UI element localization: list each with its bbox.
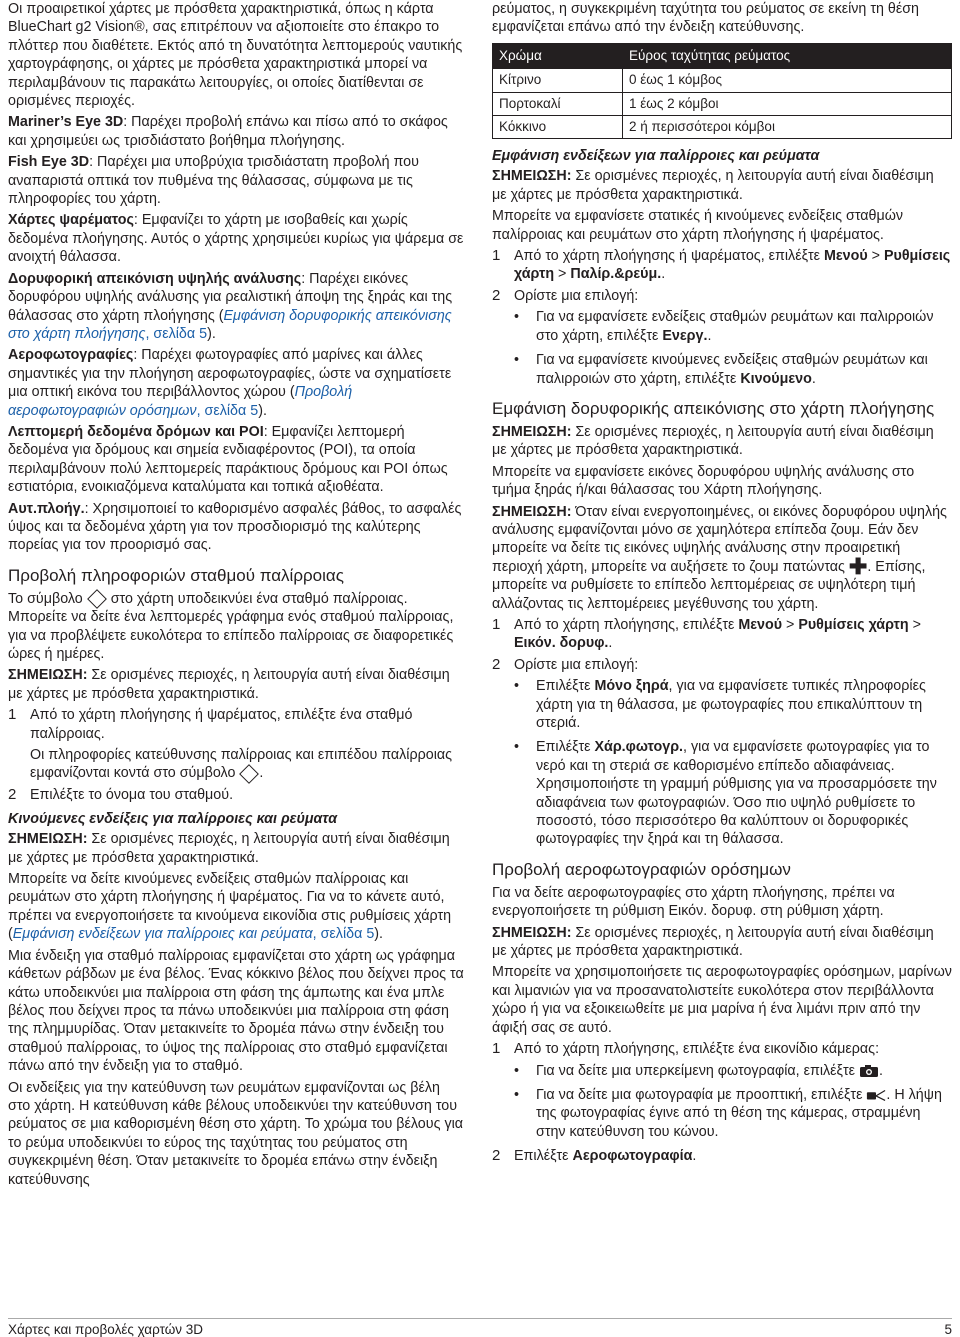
show-option-1: • Για να εμφανίσετε ενδείξεις σταθμών ρευμάτων και παλιρροιών στο χάρτη, επιλέξτε Ενεργ..: [492, 308, 952, 345]
table-header: Εύρος ταχύτητας ρεύματος: [623, 43, 952, 68]
aerial-section-heading: Προβολή αεροφωτογραφιών ορόσημων: [492, 859, 791, 879]
table-row: [493, 69, 952, 92]
table-cell: Κίτρινο: [493, 69, 623, 92]
fish-eye-text: : Παρέχει μια υποβρύχια τρισδιάστατη προβολή που αναπαριστά οπτικά τον πυθμένα της θάλασσας, σύμφωνα με τις πληροφορίες του χάρτη.: [8, 154, 419, 208]
aerial-paragraph-2: Μπορείτε να χρησιμοποιήσετε τις αεροφωτογραφίες ορόσημων, μαρίνων και λιμανιών για να προσανατολιστείτε ευκολότερα στον περιβάλλοντα χώρο ή για να εξοικειωθείτε με μια μαρίνα ή ένα λιμάνι πριν από την άφιξή σας σε αυτό.: [492, 964, 952, 1036]
satellite-paragraph: Μπορείτε να εμφανίσετε εικόνες δορυφόρου υψηλής ανάλυσης στο τμήμα ξηράς ή/και θάλασσας του Χάρτη πλοήγησης.: [492, 463, 915, 499]
satellite-option-1: • Επιλέξτε Μόνο ξηρά, για να εμφανίσετε τυπικές πληροφορίες χάρτη για τη θάλασσα, με φωτογραφίες που επικαλύπτουν τη στεριά.: [492, 677, 952, 732]
page-footer: [8, 1318, 952, 1337]
satellite-term: Δορυφορική απεικόνιση υψηλής ανάλυσης: [8, 270, 302, 287]
show-option-2: • Για να εμφανίσετε κινούμενες ενδείξεις σταθμών ρευμάτων και παλιρροιών στο χάρτη, επιλέξτε Κινούμενο.: [492, 351, 952, 388]
auto-guidance-text: : Χρησιμοποιεί το καθορισμένο ασφαλές βάθος, το ασφαλές ύψος και τα δεδομένα χάρτη για τον προσδιορισμό της καλύτερης πορείας για τον προορισμό σας.: [8, 500, 462, 554]
poi-text: : Εμφανίζει λεπτομερή δεδομένα για δρόμους και σημεία ενδιαφέροντος (POI), τα οποία περιλαμβάνουν πολύ λεπτομερείς παράκτιους δρόμους και POI όπως εστιατόρια, ενοικιαζόμενα καταλύματα και τοπικά αξιοθέατα.: [8, 423, 448, 496]
table-cell: 0 έως 1 κόμβος: [623, 69, 952, 92]
aerial-step-2: 2 Επιλέξτε Αεροφωτογραφία.: [492, 1147, 697, 1165]
aerial-term: Αεροφωτογραφίες: [8, 347, 134, 364]
aerial-option-1: • Για να δείτε μια υπερκείμενη φωτογραφία, επιλέξτε .: [492, 1062, 952, 1080]
satellite-link[interactable]: Εμφάνιση δορυφορικής απεικόνισης στο χάρτη πλοήγησης, σελίδα 5: [8, 307, 452, 342]
tide-step-1-info: Οι πληροφορίες κατεύθυνσης παλίρροιας και επιπέδου παλίρροιας εμφανίζονται κοντά στο σύμβολο .: [8, 746, 466, 783]
satellite-option-2: • Επιλέξτε Χάρ.φωτογρ., για να εμφανίσετε φωτογραφίες για το νερό και τη στεριά σε καθορισμένο επίπεδο αδιαφάνειας. Χρησιμοποιήστε τη γραμμή ρύθμισης για να προσαρμόσετε την αδιαφάνεια των φωτογραφιών. Όσο πιο υψηλό ρυθμίσετε το ποσοστό, τόσο περισσότερο θα καλύπτουν οι δορυφορικές φωτογραφίες την ξηρά και τη θάλασσα.: [492, 738, 952, 848]
tide-step-1: 1 Από το χάρτη πλοήγησης ή ψαρέματος, επιλέξτε ένα σταθμό παλίρροιας.: [8, 706, 413, 742]
poi-item: [8, 423, 466, 497]
aerial-option-2: • Για να δείτε μια φωτογραφία με προοπτική, επιλέξτε . Η λήψη της φωτογραφίας έγινε από τη θέση της κάμερας, στραμμένη στην κατεύθυνση του κώνου.: [492, 1086, 952, 1141]
tide-intro: Το σύμβολο στο χάρτη υποδεικνύει ένα σταθμό παλίρροιας. Μπορείτε να δείτε ένα λεπτομερές γράφημα ενός σταθμού παλίρροιας, για να προβλέψετε ευκολότερα το επίπεδο παλίρροιας σε διαφορετικές ώρες ή ημέρες.: [8, 590, 454, 662]
aerial-text: : Παρέχει φωτογραφίες από μαρίνες και άλλες σημαντικές για την πλοήγηση αεροφωτογραφίες, ώστε να σχηματίσετε μια οπτική εικόνα του περιβάλλοντος χώρου (: [8, 347, 452, 401]
table-row: [493, 92, 952, 115]
satellite-note: ΣΗΜΕΙΩΣΗ: Σε ορισμένες περιοχές, η λειτουργία αυτή είναι διαθέσιμη με χάρτες με πρόσθετα χαρακτηριστικά.: [492, 423, 934, 459]
zoom-in-plus-icon: ✚: [848, 553, 868, 579]
left-column: [8, 0, 466, 1192]
animated-paragraph-3: Οι ενδείξεις για την κατεύθυνση των ρευμάτων εμφανίζονται ως βέλη στο χάρτη. Η κατεύθυνση κάθε βέλους υποδεικνύει την κατεύθυνση του ρεύματος σε μια καθορισμένη θέση στο χάρτη. Το χρώμα του βέλους για το ρεύμα υποδεικνύει το εύρος της ταχύτητας του ρεύματος στη συγκεκριμένη θέση. Όταν μετακινείτε το δρομέα επάνω στην ένδειξη κατεύθυνσης: [8, 1079, 464, 1188]
table-cell: Πορτοκαλί: [493, 92, 623, 115]
show-step-2: 2 Ορίστε μια επιλογή:: [492, 286, 639, 304]
aerial-paragraph-1: Για να δείτε αεροφωτογραφίες στο χάρτη πλοήγησης, πρέπει να ενεργοποιήσετε τη ρύθμιση Εικόν. δορυφ. στη ρύθμιση χάρτη.: [492, 884, 895, 920]
table-cell: Κόκκινο: [493, 116, 623, 139]
table-cell: 1 έως 2 κόμβοι: [623, 92, 952, 115]
satellite-step-1: 1 Από το χάρτη πλοήγησης, επιλέξτε Μενού > Ρυθμίσεις χάρτη > Εικόν. δορυφ..: [492, 615, 921, 652]
table-row: [493, 116, 952, 139]
satellite-item: Δορυφορική απεικόνιση υψηλής ανάλυσης: Παρέχει εικόνες δορυφόρου υψηλής ανάλυσης για ρεαλιστική άποψη της ξηράς και της θάλασσας στο χάρτη πλοήγησης (Εμφάνιση δορυφορικής απεικόνισης στο χάρτη πλοήγησης, σελίδα 5).: [8, 270, 453, 342]
show-paragraph: Μπορείτε να εμφανίσετε στατικές ή κινούμενες ενδείξεις σταθμών παλίρροιας και ρευμάτων στο χάρτη πλοήγησης ή ψαρέματος.: [492, 208, 904, 243]
tide-station-icon: [239, 764, 259, 784]
fishing-charts-text: : Εμφανίζει το χάρτη με ισοβαθείς και χωρίς δεδομένα πλοήγησης. Αυτός ο χάρτης χρησιμεύει κυρίως για ψάρεμα σε ανοιχτή θάλασσα.: [8, 212, 464, 266]
satellite-section-heading: Εμφάνιση δορυφορικής απεικόνισης στο χάρτη πλοήγησης: [492, 398, 935, 418]
overhead-camera-icon: [859, 1064, 879, 1078]
auto-guidance-item: [8, 500, 466, 555]
fishing-charts-term: Χάρτες ψαρέματος: [8, 212, 134, 229]
animated-link[interactable]: Εμφάνιση ενδείξεων για παλίρροιες και ρεύματα, σελίδα 5: [12, 926, 375, 943]
current-continuation: ρεύματος, η συγκεκριμένη ταχύτητα του ρεύματος σε εκείνη τη θέση εμφανίζεται επάνω από την ένδειξη κατεύθυνσης.: [492, 1, 920, 36]
page-number: 5: [944, 1322, 952, 1337]
fish-eye-term: Fish Eye 3D: [8, 154, 90, 171]
current-speed-table: [492, 43, 952, 140]
intro-paragraph: Οι προαιρετικοί χάρτες με πρόσθετα χαρακτηριστικά, όπως η κάρτα BlueChart g2 Vision®, σας επιτρέπουν να αξιοποιείτε στο έπακρο το πλόττερ που διαθέτετε. Εκτός από τη δυνατότητα λεπτομερούς ναυτικής χαρτογράφησης, οι χάρτες με πρόσθετα χαρακτηριστικά μπορεί να περιλαμβάνουν τις παρακάτω λειτουργίες, οι οποίες διατίθενται σε ορισμένες περιοχές.: [8, 1, 463, 110]
satellite-note-2: ΣΗΜΕΙΩΣΗ: Όταν είναι ενεργοποιημένες, οι εικόνες δορυφόρου υψηλής ανάλυσης εμφανίζονται μόνο σε χαμηλότερα επίπεδα ζουμ. Εάν δεν μπορείτε να δείτε τις εικόνες υψηλής ανάλυσης στην προαιρετική περιοχή χάρτη, μπορείτε να αυξήσετε το ζουμ πατώντας ✚. Επίσης, μπορείτε να ρυθμίσετε το επίπεδο λεπτομέρειας σε υψηλότερη τιμή αλλάζοντας τις λεπτομέρειες μεγέθυνσης του χάρτη.: [492, 503, 947, 612]
fish-eye-item: [8, 153, 466, 208]
footer-title: Χάρτες και προβολές χαρτών 3D: [8, 1322, 204, 1337]
tide-step-2: 2 Επιλέξτε το όνομα του σταθμού.: [8, 785, 234, 803]
show-indicators-heading: Εμφάνιση ενδείξεων για παλίρροιες και ρεύματα: [492, 148, 820, 165]
tide-note: ΣΗΜΕΙΩΣΗ: Σε ορισμένες περιοχές, η λειτουργία αυτή είναι διαθέσιμη με χάρτες με πρόσθετα χαρακτηριστικά.: [8, 667, 450, 702]
mariner-eye-text: : Παρέχει προβολή επάνω και πίσω από το σκάφος και χρησιμεύει ως τρισδιάστατο βοήθημα πλοήγησης.: [8, 114, 448, 149]
mariner-eye-term: Mariner’s Eye 3D: [8, 114, 124, 131]
aerial-item: Αεροφωτογραφίες: Παρέχει φωτογραφίες από μαρίνες και άλλες σημαντικές για την πλοήγηση αεροφωτογραφίες, ώστε να σχηματίσετε μια οπτική εικόνα του περιβάλλοντος χώρου (Προβολή αεροφωτογραφιών ορόσημων, σελίδα 5).: [8, 347, 452, 419]
animated-paragraph-2: Μια ένδειξη για σταθμό παλίρροιας εμφανίζεται στο χάρτη ως γράφημα κάθετων ράβδων με ένα βέλος. Ένας κόκκινο βέλος που δείχνει προς τα κάτω υποδεικνύει μια παλίρροια στη φάση της άμπωτης και ένα μπλε βέλος που δείχνει προς τα πάνω υποδεικνύει μια παλίρροια στη φάση της πλημμυρίδας. Όταν μετακινείτε το δρομέα πάνω στην ένδειξη του σταθμού παλίρροιας, το ύψος της παλίρροιας στο σταθμό εμφανίζεται πάνω από την ένδειξη για το σταθμό.: [8, 947, 464, 1075]
table-header: Χρώμα: [493, 43, 623, 68]
tide-section-heading: Προβολή πληροφοριών σταθμού παλίρροιας: [8, 565, 344, 585]
mariner-eye-item: [8, 113, 466, 150]
satellite-step-2: 2 Ορίστε μια επιλογή:: [492, 655, 639, 673]
animated-indicators-heading: Κινούμενες ενδείξεις για παλίρροιες και ρεύματα: [8, 811, 338, 828]
fishing-charts-item: [8, 211, 466, 266]
show-note: ΣΗΜΕΙΩΣΗ: Σε ορισμένες περιοχές, η λειτουργία αυτή είναι διαθέσιμη με χάρτες με πρόσθετα χαρακτηριστικά.: [492, 168, 934, 203]
satellite-text: : Παρέχει εικόνες δορυφόρου υψηλής ανάλυσης για ρεαλιστική άποψη της ξηράς και της θάλασσας στο χάρτη πλοήγησης (: [8, 270, 453, 324]
aerial-step-1: 1 Από το χάρτη πλοήγησης, επιλέξτε ένα εικονίδιο κάμερας:: [492, 1040, 880, 1058]
aerial-note: ΣΗΜΕΙΩΣΗ: Σε ορισμένες περιοχές, η λειτουργία αυτή είναι διαθέσιμη με χάρτες με πρόσθετα χαρακτηριστικά.: [492, 924, 934, 960]
auto-guidance-term: Αυτ.πλοήγ.: [8, 500, 85, 517]
show-step-1: 1 Από το χάρτη πλοήγησης ή ψαρέματος, επιλέξτε Μενού > Ρυθμίσεις χάρτη > Παλίρ.&ρεύμ..: [492, 247, 951, 283]
poi-term: Λεπτομερή δεδομένα δρόμων και POI: [8, 423, 264, 440]
tide-station-icon: [87, 589, 107, 609]
aerial-link[interactable]: Προβολή αεροφωτογραφιών ορόσημων, σελίδα 5: [8, 384, 353, 419]
animated-paragraph-1: Μπορείτε να δείτε κινούμενες ενδείξεις σταθμών παλίρροιας και ρευμάτων στο χάρτη πλοήγησης ή ψαρέματος. Για να το κάνετε αυτό, πρέπει να ενεργοποιήσετε τα κινούμενα εικονίδια στις ρυθμίσεις χάρτη (Εμφάνιση ενδείξεων για παλίρροιες και ρεύματα, σελίδα 5).: [8, 871, 452, 943]
perspective-camera-icon: [866, 1088, 886, 1102]
table-cell: 2 ή περισσότεροι κόμβοι: [623, 116, 952, 139]
right-column: [492, 0, 952, 1169]
animated-note: ΣΗΜΕΙΩΣΗ: Σε ορισμένες περιοχές, η λειτουργία αυτή είναι διαθέσιμη με χάρτες με πρόσθετα χαρακτηριστικά.: [8, 831, 450, 866]
table-header-row: [493, 43, 952, 68]
